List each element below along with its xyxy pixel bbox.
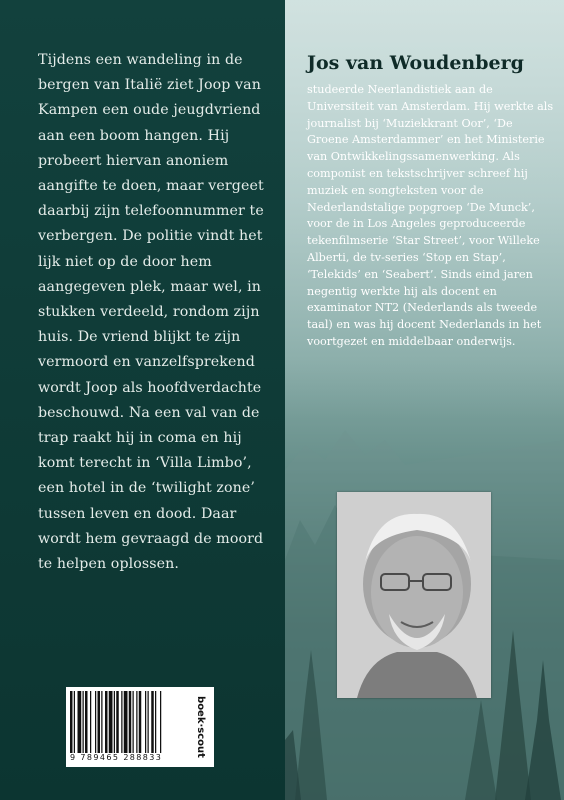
barcode-bars xyxy=(70,691,192,753)
isbn-number: 9 789465 288833 xyxy=(70,753,163,762)
publisher-logo: boek·scout xyxy=(195,696,206,758)
synopsis-text: Tijdens een wandeling in de bergen van Italië ziet Joop van Kampen een oude jeugdvriend aan een boom hangen. Hij probeert hiervan anoniem aangifte te doen, maar vergeet daarbij zijn telefoonnummer te verbergen. De politie vindt het lijk niet op de door hem aangegeven plek, maar wel, in stukken verdeeld, rondom zijn huis. De vriend blijkt te zijn vermoord en vanzelfsprekend wordt Joop als hoofdverdachte beschouwd. Na een val van de trap raakt hij in coma en hij komt terecht in ‘Villa Limbo’, een hotel in de ‘twilight zone’ tussen leven en dood. Daar wordt hem gevraagd de moord te helpen oplossen. xyxy=(38,52,264,573)
author-portrait-illustration xyxy=(337,492,491,698)
author-bio: studeerde Neerlandistiek aan de Universiteit van Amsterdam. Hij werkte als journalist bij ‘Muziekkrant Oor’, ‘De Groene Amsterdammer’ en het Ministerie van Ontwikkelingssamenwerking. Als componist en tekstschrijver schreef hij muziek en songteksten voor de Nederlandstalige popgroep ‘De Munck’, voor de in Los Angeles geproduceerde tekenfilmserie ‘Star Street’, voor Willeke Alberti, de tv-series ‘Stop en Stap’, ‘Telekids’ en ‘Seabert’. Sinds eind jaren negentig werkte hij als docent en examinator NT2 (Nederlands als tweede taal) en was hij docent Nederlands in het voortgezet en middelbaar onderwijs. xyxy=(307,83,554,348)
author-photo xyxy=(337,492,491,698)
author-name: Jos van Woudenberg xyxy=(307,52,524,74)
back-cover-right-panel xyxy=(285,0,564,800)
isbn-barcode xyxy=(66,687,214,767)
